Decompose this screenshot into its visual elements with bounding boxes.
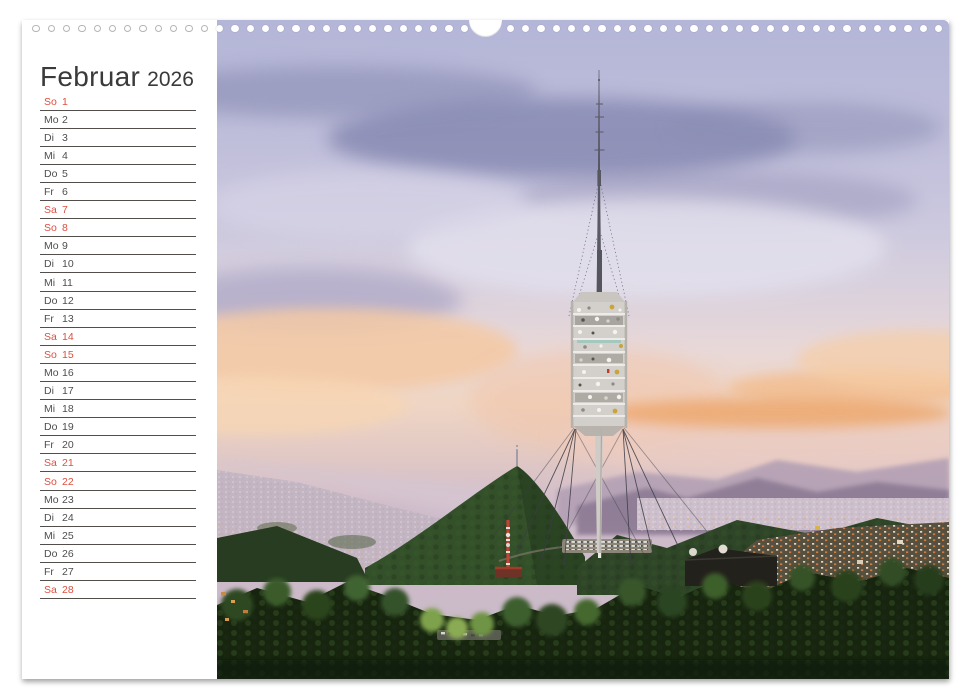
binding-hole [139,25,146,32]
binding-hole [170,25,177,32]
day-number: 11 [62,276,73,289]
day-number: 1 [62,95,68,108]
day-row [40,346,196,364]
binding-hole [63,25,70,32]
calendar-photo [217,20,949,679]
binding-hole [598,25,605,32]
binding-hole [124,25,131,32]
day-abbr: Di [44,131,54,144]
day-row [40,509,196,527]
day-number: 27 [62,566,74,579]
binding-hole [185,25,192,32]
day-number: 7 [62,204,68,217]
page-title [40,61,194,93]
day-row [40,418,196,436]
day-abbr: Mi [44,529,56,542]
binding-hole [384,25,391,32]
binding-hole [904,25,911,32]
day-abbr: Di [44,258,54,271]
year-label: 2026 [147,68,194,91]
day-row [40,491,196,509]
day-row [40,364,196,382]
day-row [40,147,196,165]
day-number: 21 [62,457,74,470]
binding-hole [797,25,804,32]
day-row [40,527,196,545]
day-row [40,273,196,291]
day-number: 12 [62,294,74,307]
day-row [40,129,196,147]
binding-hole [32,25,39,32]
calendar-sheet [22,20,949,679]
day-number: 26 [62,547,74,560]
day-number: 8 [62,222,68,235]
red-roof-building [495,568,522,577]
day-number: 22 [62,475,74,488]
day-row [40,201,196,219]
day-row [40,237,196,255]
day-number: 17 [62,385,74,398]
binding-hole [201,25,208,32]
binding-hole [155,25,162,32]
binding-hole [400,25,407,32]
day-abbr: Do [44,294,58,307]
day-number: 4 [62,149,68,162]
equipment-pod [571,292,627,436]
day-row [40,165,196,183]
day-abbr: Sa [44,204,57,217]
binding-hole [48,25,55,32]
day-number: 14 [62,330,74,343]
day-abbr: Mo [44,367,59,379]
binding-hole [537,25,544,32]
binding-hole [751,25,758,32]
red-lattice-tower [506,520,510,572]
day-abbr: Fr [44,186,54,199]
day-abbr: Fr [44,439,54,452]
binding-hole [706,25,713,32]
binding-hole [644,25,651,32]
day-abbr: Di [44,385,54,398]
binding-hole [553,25,560,32]
day-number: 3 [62,131,68,144]
binding-hole [338,25,345,32]
day-abbr: Sa [44,584,57,597]
day-row [40,219,196,237]
day-abbr: Mi [44,403,56,416]
day-row [40,563,196,581]
day-abbr: Sa [44,457,57,470]
day-row [40,328,196,346]
day-number: 28 [62,584,74,597]
binding-hole [690,25,697,32]
day-abbr: Mo [44,493,59,506]
day-abbr: Sa [44,330,57,343]
day-abbr: So [44,95,57,108]
day-row [40,292,196,310]
day-number: 10 [62,258,74,271]
day-row [40,472,196,490]
day-number: 25 [62,529,74,542]
day-number: 5 [62,167,68,180]
day-row [40,382,196,400]
day-abbr: Fr [44,312,54,325]
day-row [40,400,196,418]
day-abbr: So [44,475,57,488]
day-abbr: So [44,222,57,235]
day-abbr: Mi [44,276,56,289]
binding-hole [292,25,299,32]
day-abbr: Do [44,547,58,560]
day-list [40,93,196,600]
day-row [40,436,196,454]
photo-scene [217,20,949,679]
day-number: 15 [62,348,74,361]
day-number: 18 [62,403,74,416]
day-row [40,454,196,472]
day-row [40,255,196,273]
day-number: 6 [62,186,68,199]
day-row [40,183,196,201]
binding-hole [78,25,85,32]
day-row [40,581,196,599]
binding-hole [231,25,238,32]
day-abbr: Mo [44,113,59,126]
binding-hole [94,25,101,32]
binding-hole [109,25,116,32]
month-label: Februar [40,61,141,92]
day-row [40,111,196,129]
day-row [40,93,196,111]
binding-hole [247,25,254,32]
day-abbr: Mi [44,149,56,162]
day-abbr: Mo [44,240,59,253]
binding-hole [445,25,452,32]
day-number: 23 [62,493,74,506]
binding-hole [843,25,850,32]
day-number: 16 [62,367,74,379]
day-abbr: Di [44,511,54,524]
day-row [40,545,196,563]
day-row [40,310,196,328]
day-number: 9 [62,240,68,253]
day-abbr: So [44,348,57,361]
day-number: 13 [62,312,74,325]
day-number: 2 [62,113,68,126]
binding-hole [859,25,866,32]
day-number: 20 [62,439,74,452]
day-abbr: Fr [44,566,54,579]
day-number: 24 [62,511,74,524]
day-abbr: Do [44,421,58,434]
day-number: 19 [62,421,74,434]
day-abbr: Do [44,167,58,180]
